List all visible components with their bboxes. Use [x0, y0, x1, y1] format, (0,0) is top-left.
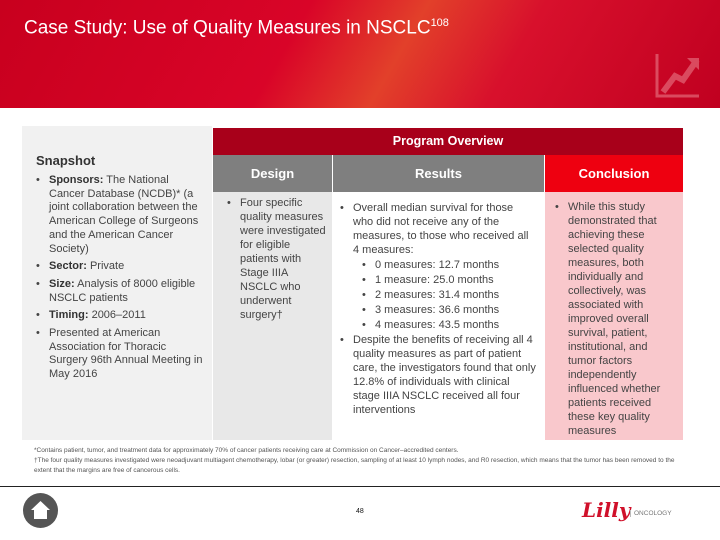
snapshot-item	[36, 309, 204, 323]
results-subitem: • 2 measures: 31.4 months	[362, 288, 536, 302]
snapshot-item	[36, 327, 204, 382]
results-item: • Despite the benefits of receiving all 4 quality measures as part of patient care, the investigators found that only 12.8% of individuals with clinical stage IIIA NSCLC received all four interventions	[340, 333, 536, 417]
snapshot-panel	[22, 126, 212, 440]
footnote: *Contains patient, tumor, and treatment data for approximately 70% of cancer patients receiving care at Commission on Cancer–accredited centers.	[34, 447, 459, 454]
conclusion-cell	[545, 192, 683, 440]
design-column-header: Design	[213, 155, 332, 192]
conclusion-column-header: Conclusion	[545, 155, 683, 192]
program-overview-header: Program Overview	[213, 128, 683, 155]
item-label: Sector:	[49, 260, 87, 273]
home-button[interactable]	[23, 493, 58, 528]
snapshot-heading: Snapshot	[36, 153, 96, 168]
item-label: Sponsors:	[49, 174, 104, 186]
page-title	[24, 17, 449, 39]
results-subitem: • 1 measure: 25.0 months	[362, 273, 536, 287]
design-cell	[213, 192, 332, 440]
results-column-header: Results	[333, 155, 544, 192]
snapshot-item	[36, 260, 204, 274]
header-banner	[0, 0, 720, 108]
page-number: 48	[356, 508, 364, 515]
item-label: Size:	[49, 277, 75, 290]
results-subitem: • 0 measures: 12.7 months	[362, 258, 536, 272]
item-text: 2006–2011	[88, 309, 146, 322]
item-text: Private	[86, 260, 125, 273]
item-label: Timing:	[49, 309, 89, 322]
results-item: • Overall median survival for those who did not receive any of the measures, to those who received all 4 measures:	[340, 201, 536, 257]
snapshot-item	[36, 278, 204, 305]
item-text: Analysis of 8000 eligible NSCLC patients	[49, 277, 196, 304]
chart-growth-icon	[655, 52, 701, 98]
oncology-label: ONCOLOGY	[630, 510, 672, 517]
lilly-logo: Lilly	[582, 498, 631, 522]
footer-divider	[0, 486, 720, 487]
item-text: Presented at American Association for Thoracic Surgery 96th Annual Meeting in May 2016	[49, 327, 203, 381]
conclusion-item: • While this study demonstrated that achieving these selected quality measures, both individually and collectively, was associated with improved overall survival, patient, institutional, and tumor factors independently influenced whether patients received these key quality measures	[555, 200, 675, 438]
title-text: Case Study: Use of Quality Measures in NSCLC	[24, 17, 431, 39]
footnotes	[34, 446, 684, 476]
results-subitem: • 3 measures: 36.6 months	[362, 303, 536, 317]
results-cell	[333, 192, 544, 440]
results-subitem: • 4 measures: 43.5 months	[362, 318, 536, 332]
design-item: • Four specific quality measures were investigated for eligible patients with Stage IIIA NSCLC who underwent surgery†	[227, 196, 326, 322]
footnote: †The four quality measures investigated were neoadjuvant multiagent chemotherapy, lobar (or greater) resection, sampling of at least 10 lymph nodes, and R0 resection, which means that the tumor has been removed to the extent that the margins are free of cancerous cells.	[34, 457, 675, 474]
home-icon	[23, 493, 58, 528]
title-reference: 108	[430, 17, 449, 29]
snapshot-item	[36, 174, 204, 256]
item-text: The National Cancer Database (NCDB)* (a joint collaboration between the American College of Surgeons and the American Cancer Society)	[49, 174, 199, 255]
